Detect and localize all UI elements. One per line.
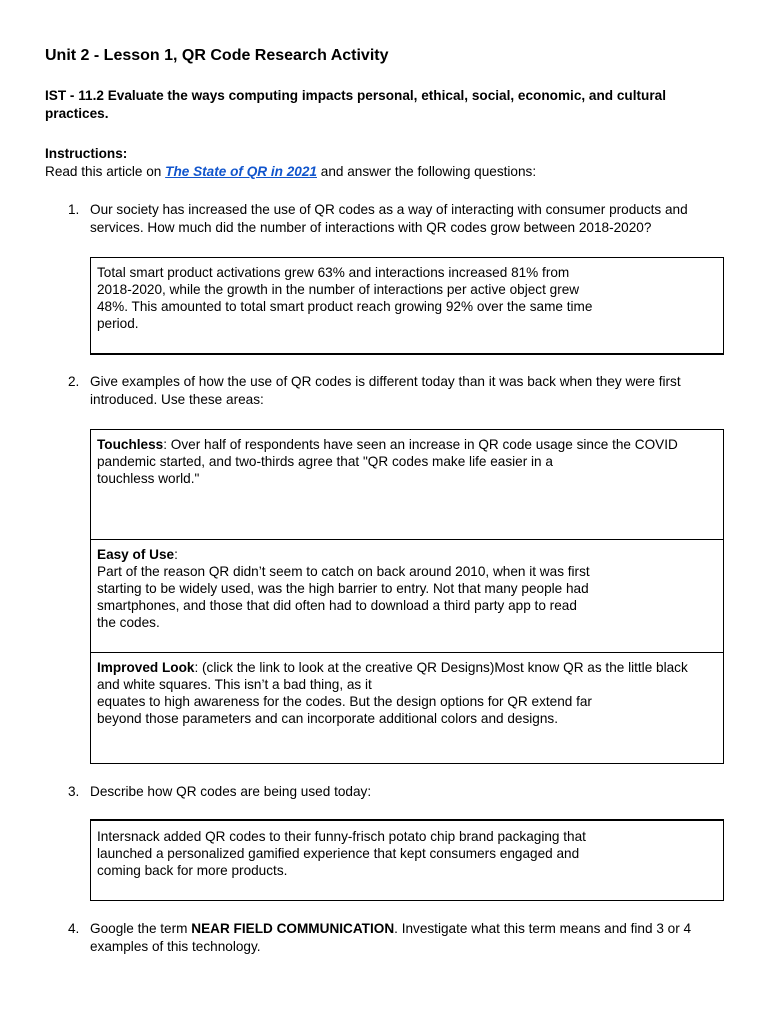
- area-line: the codes.: [97, 615, 160, 630]
- area-line: pandemic started, and two-thirds agree that "QR codes make life easier in a: [97, 454, 553, 469]
- question-text-prefix: Google the term: [90, 921, 192, 936]
- question-number: 3.: [68, 784, 80, 799]
- answer-text: [91, 258, 723, 336]
- answer-table-2: [90, 429, 724, 764]
- question-text: Our society has increased the use of QR codes as a way of interacting with consumer products and services. How much did the number of interactions with QR codes grow between 2018-2020?: [90, 202, 688, 235]
- question-4: [68, 920, 718, 956]
- area-label: Easy of Use: [97, 547, 175, 562]
- area-line: and white squares. This isn’t a bad thing, as it: [97, 677, 372, 692]
- area-touchless[interactable]: [91, 430, 723, 539]
- question-1: [68, 201, 718, 237]
- instructions-heading: Instructions:: [45, 146, 128, 161]
- area-label: Improved Look: [97, 660, 195, 675]
- answer-line: Total smart product activations grew 63% and interactions increased 81% from: [97, 265, 570, 280]
- area-line: :: [174, 547, 178, 562]
- question-3: [68, 783, 718, 801]
- answer-line: period.: [97, 316, 139, 331]
- question-text: Give examples of how the use of QR codes is different today than it was back when they were first introduced. Use these areas:: [90, 374, 681, 407]
- answer-line: 2018-2020, while the growth in the number of interactions per active object grew: [97, 282, 580, 297]
- question-number: 1.: [68, 202, 80, 217]
- instructions-prefix: Read this article on: [45, 164, 166, 179]
- area-line: Part of the reason QR didn’t seem to catch on back around 2010, when it was first: [97, 564, 590, 579]
- question-number: 2.: [68, 374, 80, 389]
- area-line: beyond those parameters and can incorporate additional colors and designs.: [97, 711, 558, 726]
- answer-line: Intersnack added QR codes to their funny-frisch potato chip brand packaging that: [97, 829, 586, 844]
- area-improved-look[interactable]: [91, 652, 723, 763]
- page-title: Unit 2 - Lesson 1, QR Code Research Activity: [45, 47, 389, 64]
- instructions-suffix: and answer the following questions:: [316, 164, 537, 179]
- area-line: : (click the link to look at the creative QR Designs)Most know QR as the little black: [194, 660, 688, 675]
- area-easy-of-use[interactable]: [91, 539, 723, 652]
- question-2: [68, 373, 718, 409]
- question-text: [90, 920, 718, 956]
- area-label: Touchless: [97, 437, 164, 452]
- question-text-bold: NEAR FIELD COMMUNICATION: [191, 921, 395, 936]
- area-line: : Over half of respondents have seen an increase in QR code usage since the COVID: [163, 437, 678, 452]
- area-line: touchless world.": [97, 471, 200, 486]
- answer-line: 48%. This amounted to total smart product reach growing 92% over the same time: [97, 299, 593, 314]
- article-link[interactable]: The State of QR in 2021: [165, 164, 317, 179]
- answer-line: launched a personalized gamified experience that kept consumers engaged and: [97, 846, 580, 861]
- question-text: Describe how QR codes are being used today:: [90, 784, 372, 799]
- answer-box-1[interactable]: [90, 257, 724, 355]
- question-text-suffix: . Investigate what this term means and find 3 or 4 examples of this technology.: [90, 921, 692, 954]
- area-line: equates to high awareness for the codes. But the design options for QR extend far: [97, 694, 592, 709]
- question-number: 4.: [68, 921, 80, 936]
- standard-statement: IST - 11.2 Evaluate the ways computing impacts personal, ethical, social, economic, and cultural practices.: [45, 88, 666, 121]
- answer-line: coming back for more products.: [97, 863, 288, 878]
- answer-box-3[interactable]: [90, 819, 724, 901]
- instructions-text: [45, 163, 536, 181]
- area-line: starting to be widely used, was the high barrier to entry. Not that many people had: [97, 581, 589, 596]
- answer-text: [91, 821, 723, 883]
- area-line: smartphones, and those that did often had to download a third party app to read: [97, 598, 577, 613]
